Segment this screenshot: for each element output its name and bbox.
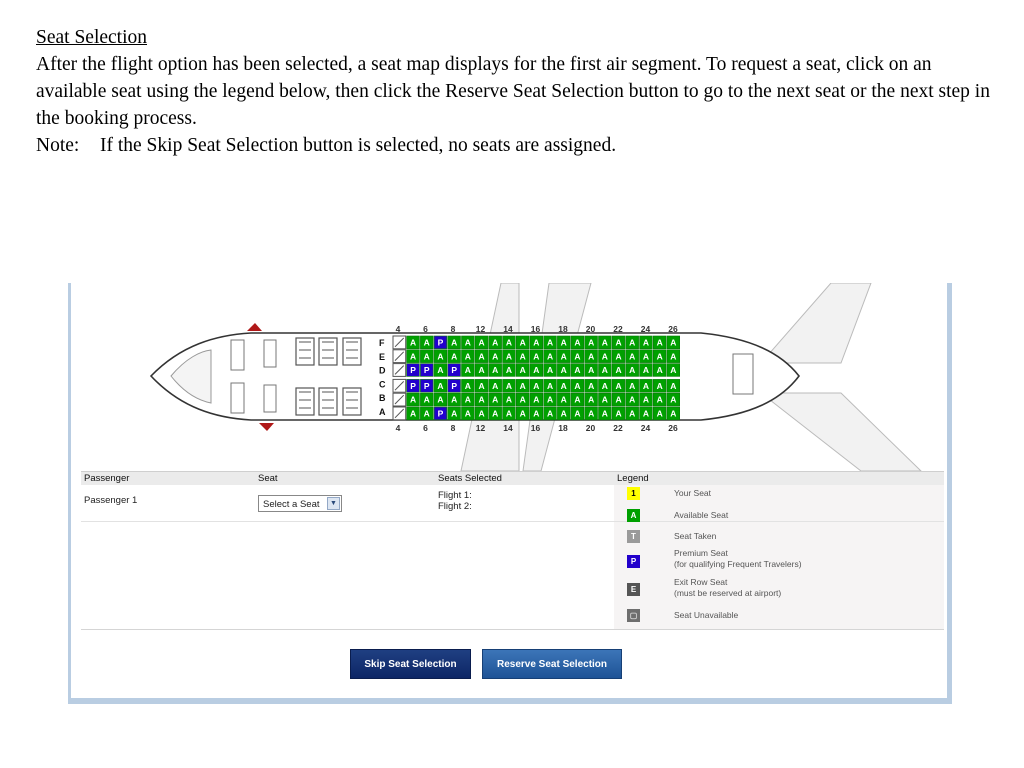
seat-label: A bbox=[560, 380, 567, 391]
seat-label: A bbox=[492, 351, 499, 362]
seat-label: A bbox=[629, 351, 636, 362]
screenshot-frame bbox=[68, 283, 952, 704]
seat-label: A bbox=[492, 365, 499, 376]
row-number-top: 12 bbox=[475, 324, 486, 334]
passenger-row bbox=[81, 485, 944, 522]
seat-label: A bbox=[642, 408, 650, 419]
seat-label: A bbox=[656, 408, 663, 419]
seat-label: A bbox=[409, 337, 417, 348]
seat-label: A bbox=[464, 394, 471, 405]
seat-label: A bbox=[533, 380, 540, 391]
premium-swatch: P bbox=[627, 555, 640, 568]
seat-label: A bbox=[519, 408, 526, 419]
seat-label: A bbox=[437, 394, 444, 405]
exit-label: Exit Row Seat bbox=[674, 577, 728, 587]
seat-label: A bbox=[546, 394, 554, 405]
seat-label: A bbox=[478, 408, 485, 419]
note bbox=[36, 132, 996, 159]
row-number-bottom: 14 bbox=[503, 422, 513, 433]
seat-label: A bbox=[409, 394, 417, 405]
seat-label: A bbox=[588, 394, 595, 405]
aircraft-seat-map bbox=[71, 283, 947, 471]
header-passenger: Passenger bbox=[84, 473, 130, 484]
seat-label: A bbox=[629, 408, 636, 419]
seat-label: P bbox=[410, 365, 416, 376]
seat-label: P bbox=[423, 365, 430, 376]
seat-label: A bbox=[629, 394, 636, 405]
seat-label: A bbox=[656, 380, 663, 391]
seat-select[interactable] bbox=[258, 495, 342, 512]
seat-label: A bbox=[505, 351, 513, 362]
seat-label: A bbox=[546, 351, 554, 362]
seat-label: A bbox=[423, 351, 430, 362]
premium-label: Premium Seat bbox=[674, 548, 728, 558]
row-number-bottom: 22 bbox=[613, 422, 623, 433]
seat-label: A bbox=[629, 337, 636, 348]
seat-label: A bbox=[588, 337, 595, 348]
seat-label: A bbox=[601, 380, 608, 391]
seat-label: A bbox=[629, 365, 636, 376]
seat-label: A bbox=[533, 408, 540, 419]
seat-label: A bbox=[546, 337, 554, 348]
seat-label: A bbox=[642, 380, 650, 391]
seat-label: A bbox=[451, 351, 458, 362]
row-letter: C bbox=[379, 379, 386, 390]
row-letter: A bbox=[379, 407, 386, 417]
seat-label: A bbox=[409, 351, 417, 362]
seat-label: A bbox=[574, 394, 581, 405]
seat-label: A bbox=[505, 365, 513, 376]
seat-label: A bbox=[615, 365, 622, 376]
seat-label: A bbox=[588, 365, 595, 376]
seat-label: A bbox=[478, 337, 485, 348]
seat-label: A bbox=[533, 351, 540, 362]
seat-label: A bbox=[574, 408, 581, 419]
exit-swatch: E bbox=[627, 583, 640, 596]
seat-label: A bbox=[656, 365, 663, 376]
seat-label: A bbox=[615, 337, 622, 348]
seat-label: A bbox=[423, 394, 430, 405]
seat-label: P bbox=[451, 365, 457, 376]
row-number-bottom: 26 bbox=[668, 422, 678, 433]
seat-label: A bbox=[670, 394, 677, 405]
available-label: Available Seat bbox=[674, 510, 729, 520]
seat-label: A bbox=[560, 365, 567, 376]
seat-label: A bbox=[642, 365, 650, 376]
taken-label: Seat Taken bbox=[674, 531, 717, 541]
seat-label: A bbox=[601, 365, 608, 376]
row-number-bottom: 12 bbox=[475, 422, 486, 433]
seat-label: A bbox=[519, 337, 526, 348]
seat-label: A bbox=[615, 380, 622, 391]
seat-label: A bbox=[615, 394, 622, 405]
unavailable-label: Seat Unavailable bbox=[674, 610, 739, 620]
seat-label: A bbox=[409, 408, 417, 419]
seat-label: A bbox=[505, 380, 513, 391]
seat-label: A bbox=[519, 394, 526, 405]
seat-label: A bbox=[629, 380, 636, 391]
row-number-top: 14 bbox=[503, 324, 513, 334]
seat-label: A bbox=[656, 351, 663, 362]
seat-label: A bbox=[492, 337, 499, 348]
lower-tail-fin bbox=[761, 393, 921, 471]
row-number-top: 8 bbox=[450, 324, 456, 334]
header-seats-selected: Seats Selected bbox=[438, 473, 502, 484]
seat-label: A bbox=[560, 337, 567, 348]
row-number-bottom: 20 bbox=[585, 422, 596, 433]
seat-label: A bbox=[478, 380, 485, 391]
seat-label: A bbox=[574, 365, 581, 376]
seat-label: A bbox=[519, 351, 526, 362]
seat-label: A bbox=[423, 408, 430, 419]
table-header bbox=[81, 471, 944, 485]
row-number-top: 22 bbox=[613, 324, 623, 334]
reserve-seat-selection-button[interactable]: Reserve Seat Selection bbox=[482, 649, 622, 679]
seat-label: A bbox=[505, 394, 513, 405]
seat-label: A bbox=[588, 408, 595, 419]
instructions bbox=[36, 24, 996, 159]
your-seat-swatch: 1 bbox=[627, 487, 640, 500]
seat-label: A bbox=[574, 380, 581, 391]
seat-label: A bbox=[437, 380, 444, 391]
instructions-paragraph: After the flight option has been selected, a seat map displays for the first air segment. To request a seat, click on an available seat using the legend below, then click the Reserve Seat Selection button to go to the next seat or the next step in the booking process. bbox=[36, 54, 990, 129]
seat-label: A bbox=[519, 365, 526, 376]
seat-label: P bbox=[437, 408, 444, 419]
seat-label: A bbox=[601, 408, 608, 419]
note-text: If the Skip Seat Selection button is selected, no seats are assigned. bbox=[100, 135, 617, 156]
seat-label: A bbox=[451, 337, 458, 348]
divider bbox=[81, 629, 944, 630]
passenger-panel bbox=[81, 471, 944, 631]
seat-label: A bbox=[437, 351, 444, 362]
exit-arrow-top bbox=[247, 323, 262, 331]
seat-label: A bbox=[451, 394, 458, 405]
seat-label: A bbox=[464, 351, 471, 362]
seat-label: A bbox=[642, 394, 650, 405]
seat-label: A bbox=[492, 380, 499, 391]
seat-label: A bbox=[601, 351, 608, 362]
seat-selection-window bbox=[71, 283, 947, 698]
row-number-bottom: 16 bbox=[530, 422, 541, 433]
row-letter: F bbox=[379, 338, 385, 348]
passenger-name: Passenger 1 bbox=[84, 495, 138, 506]
tail-fin bbox=[761, 283, 871, 363]
seat-label: A bbox=[546, 380, 554, 391]
row-number-top: 4 bbox=[395, 324, 401, 334]
seat-label: A bbox=[492, 408, 499, 419]
seat-label: A bbox=[670, 365, 677, 376]
seat-label: P bbox=[423, 380, 430, 391]
note-label: Note: bbox=[36, 135, 80, 156]
seat-label: P bbox=[437, 337, 444, 348]
seat-label: A bbox=[533, 337, 540, 348]
seat-label: A bbox=[656, 394, 663, 405]
flight-1-label: Flight 1: bbox=[438, 490, 472, 501]
seat-select-value: Select a Seat bbox=[263, 499, 320, 510]
seat-label: A bbox=[560, 408, 567, 419]
row-number-bottom: 4 bbox=[395, 422, 401, 433]
header-legend: Legend bbox=[617, 473, 649, 484]
seat-label: A bbox=[492, 394, 499, 405]
row-number-top: 20 bbox=[585, 324, 596, 334]
seat-label: A bbox=[464, 337, 471, 348]
skip-seat-selection-button[interactable]: Skip Seat Selection bbox=[350, 649, 471, 679]
seat-label: A bbox=[505, 408, 513, 419]
seat-label: A bbox=[546, 408, 554, 419]
seat-label: P bbox=[451, 380, 457, 391]
seat-label: A bbox=[546, 365, 554, 376]
seat-label: A bbox=[478, 351, 485, 362]
seat-label: A bbox=[642, 337, 650, 348]
row-number-top: 18 bbox=[558, 324, 568, 334]
seat-label: A bbox=[464, 365, 471, 376]
seat-label: A bbox=[656, 337, 663, 348]
exit-arrow-bottom bbox=[259, 423, 274, 431]
row-number-top: 24 bbox=[640, 324, 651, 334]
row-letter: D bbox=[379, 365, 386, 376]
seat-label: A bbox=[560, 351, 567, 362]
row-number-top: 6 bbox=[423, 324, 428, 334]
taken-swatch: T bbox=[627, 530, 640, 543]
seat-label: A bbox=[533, 394, 540, 405]
seat-label: A bbox=[533, 365, 540, 376]
seat-label: A bbox=[601, 394, 608, 405]
your-seat-label: Your Seat bbox=[674, 488, 712, 498]
seat-label: A bbox=[505, 337, 513, 348]
seat-label: A bbox=[464, 380, 471, 391]
exit-sublabel: (must be reserved at airport) bbox=[674, 588, 782, 598]
seat-label: A bbox=[642, 351, 650, 362]
row-number-bottom: 18 bbox=[558, 422, 568, 433]
row-number-bottom: 6 bbox=[423, 422, 428, 433]
seat-label: A bbox=[560, 394, 567, 405]
seat-label: A bbox=[574, 351, 581, 362]
flight-2-label: Flight 2: bbox=[438, 501, 472, 512]
seat-label: A bbox=[670, 337, 677, 348]
seat-label: A bbox=[670, 351, 677, 362]
seat-label: A bbox=[464, 408, 471, 419]
available-swatch: A bbox=[627, 509, 640, 522]
seat-label: A bbox=[588, 380, 595, 391]
chevron-down-icon[interactable]: ▼ bbox=[327, 497, 340, 510]
seat-label: A bbox=[601, 337, 608, 348]
seat-label: A bbox=[615, 351, 622, 362]
seat-label: A bbox=[478, 365, 485, 376]
seat-label: P bbox=[410, 380, 416, 391]
seat-label: A bbox=[519, 380, 526, 391]
row-number-bottom: 8 bbox=[450, 422, 456, 433]
seat-label: A bbox=[437, 365, 444, 376]
seat-label: A bbox=[478, 394, 485, 405]
row-number-top: 16 bbox=[530, 324, 541, 334]
seat-label: A bbox=[615, 408, 622, 419]
seat-label: A bbox=[670, 408, 677, 419]
row-letter: E bbox=[379, 351, 386, 362]
seat-label: A bbox=[670, 380, 677, 391]
seat-label: A bbox=[423, 337, 430, 348]
seat-label: A bbox=[574, 337, 581, 348]
row-number-bottom: 24 bbox=[640, 422, 651, 433]
seat-label: A bbox=[451, 408, 458, 419]
section-heading: Seat Selection bbox=[36, 27, 148, 48]
premium-sublabel: (for qualifying Frequent Travelers) bbox=[674, 559, 802, 569]
unavailable-icon: ▢ bbox=[627, 609, 640, 622]
row-number-top: 26 bbox=[668, 324, 678, 334]
row-letter: B bbox=[379, 393, 386, 404]
header-seat: Seat bbox=[258, 473, 278, 484]
seat-label: A bbox=[588, 351, 595, 362]
